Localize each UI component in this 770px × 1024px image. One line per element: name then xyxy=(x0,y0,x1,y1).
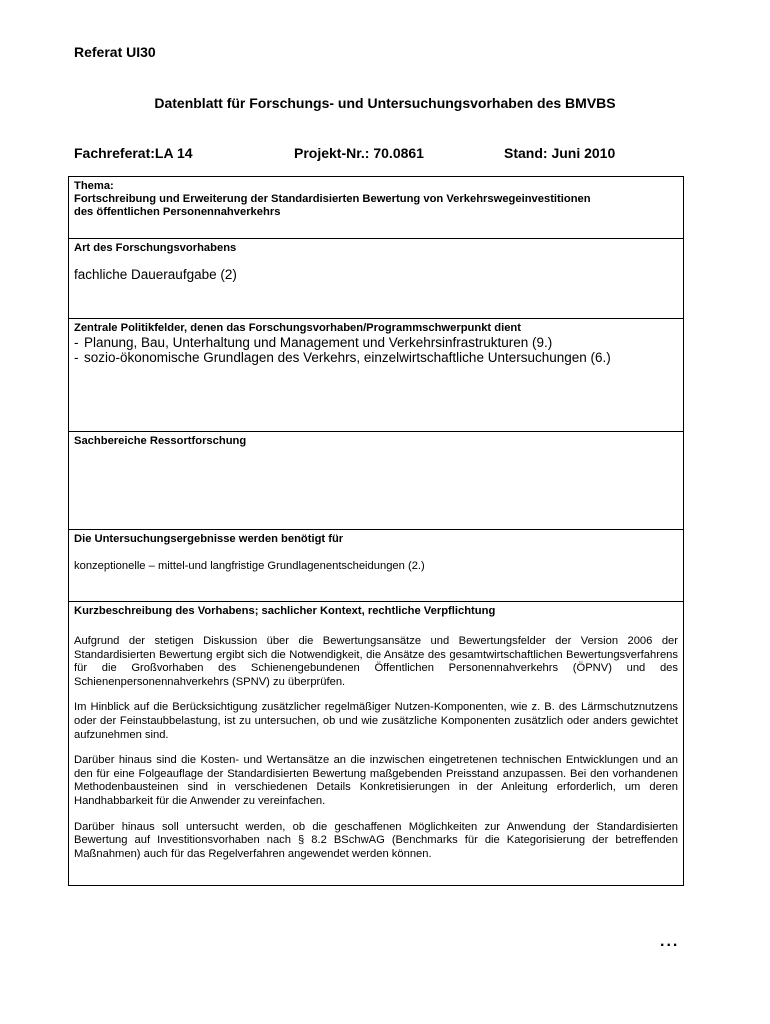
projekt-nr: Projekt-Nr.: 70.0861 xyxy=(294,145,424,161)
datasheet-table xyxy=(68,176,684,886)
kurzbeschreibung-label: Kurzbeschreibung des Vorhabens; sachlicher Kontext, rechtliche Verpflichtung xyxy=(74,605,496,617)
stand: Stand: Juni 2010 xyxy=(504,145,616,161)
politikfeld-item-2-text: sozio-ökonomische Grundlagen des Verkehrs, einzelwirtschaftliche Untersuchungen (6.) xyxy=(84,350,611,365)
politikfelder-label: Zentrale Politikfelder, denen das Forschungsvorhaben/Programmschwerpunkt dient xyxy=(74,322,521,334)
continuation-dots: ... xyxy=(660,933,680,950)
sachbereiche-row xyxy=(69,432,683,530)
paragraph-1: Aufgrund der stetigen Diskussion über die Bewertungsansätze und Bewertungsfelder der Version 2006 der Standardisierten Bewertung ergibt sich die Notwendigkeit, die Ansätze des gesamtwirtschaftlichen Bewertungsverfahrens für die Großvorhaben des Schienengebundenen Öffentlichen Personennahverkehrs (ÖPNV) und des Schienenpersonennahverkehrs (SPNV) zu überprüfen. xyxy=(74,635,678,688)
kurzbeschreibung-row xyxy=(69,602,683,885)
thema-line-2: des öffentlichen Personennahverkehrs xyxy=(74,206,281,218)
paragraph-2: Im Hinblick auf die Berücksichtigung zusätzlicher regelmäßiger Nutzen-Komponenten, wie z. B. des Lärmschutznutzens oder der Feinstaubbelastung, ist zu untersuchen, ob und wie zusätzliche Komponenten zusätzlich oder anders gewichtet aufzunehmen sind. xyxy=(74,701,678,741)
paragraph-4: Darüber hinaus soll untersucht werden, ob die geschaffenen Möglichkeiten zur Anwendung der Standardisierten Bewertung auf Investitionsvorhaben nach § 8.2 BSchwAG (Benchmarks für die Kategorisierung der betreffenden Maßnahmen) auch für das Regelverfahren angewendet werden können. xyxy=(74,820,678,860)
paragraph-3: Darüber hinaus sind die Kosten- und Wertansätze an die inzwischen eingetretenen technischen Entwicklungen und an den für eine Folgeauflage der Standardisierten Bewertung maßgebenden Preisstand anzupassen. Bei den vorhandenen Methodenbausteinen sind in verschiedenen Details Konkretisierungen in der Anleitung erforderlich, um deren Handhabbarkeit für die Anwender zu vereinfachen. xyxy=(74,754,678,807)
sachbereiche-label: Sachbereiche Ressortforschung xyxy=(74,435,247,447)
politikfeld-item-2: - sozio-ökonomische Grundlagen des Verkehrs, einzelwirtschaftliche Untersuchungen (6.) xyxy=(74,350,611,365)
art-row xyxy=(69,239,683,319)
thema-line-1: Fortschreibung und Erweiterung der Standardisierten Bewertung von Verkehrswegeinvestitionen xyxy=(74,193,591,205)
referat-label: Referat UI30 xyxy=(74,44,156,60)
art-value: fachliche Daueraufgabe (2) xyxy=(74,267,237,282)
politikfelder-row xyxy=(69,319,683,432)
ergebnisse-row xyxy=(69,530,683,602)
thema-row xyxy=(69,177,683,239)
document-title: Datenblatt für Forschungs- und Untersuchungsvorhaben des BMVBS xyxy=(154,95,616,111)
fachreferat: Fachreferat:LA 14 xyxy=(74,145,193,161)
art-label: Art des Forschungsvorhabens xyxy=(74,242,237,254)
ergebnisse-value: konzeptionelle – mittel-und langfristige Grundlagenentscheidungen (2.) xyxy=(74,560,425,572)
politikfeld-item-1: - Planung, Bau, Unterhaltung und Management und Verkehrsinfrastrukturen (9.) xyxy=(74,335,553,350)
ergebnisse-label: Die Untersuchungsergebnisse werden benötigt für xyxy=(74,533,344,545)
thema-label: Thema: xyxy=(74,180,114,192)
politikfeld-item-1-text: Planung, Bau, Unterhaltung und Management und Verkehrsinfrastrukturen (9.) xyxy=(84,335,553,350)
